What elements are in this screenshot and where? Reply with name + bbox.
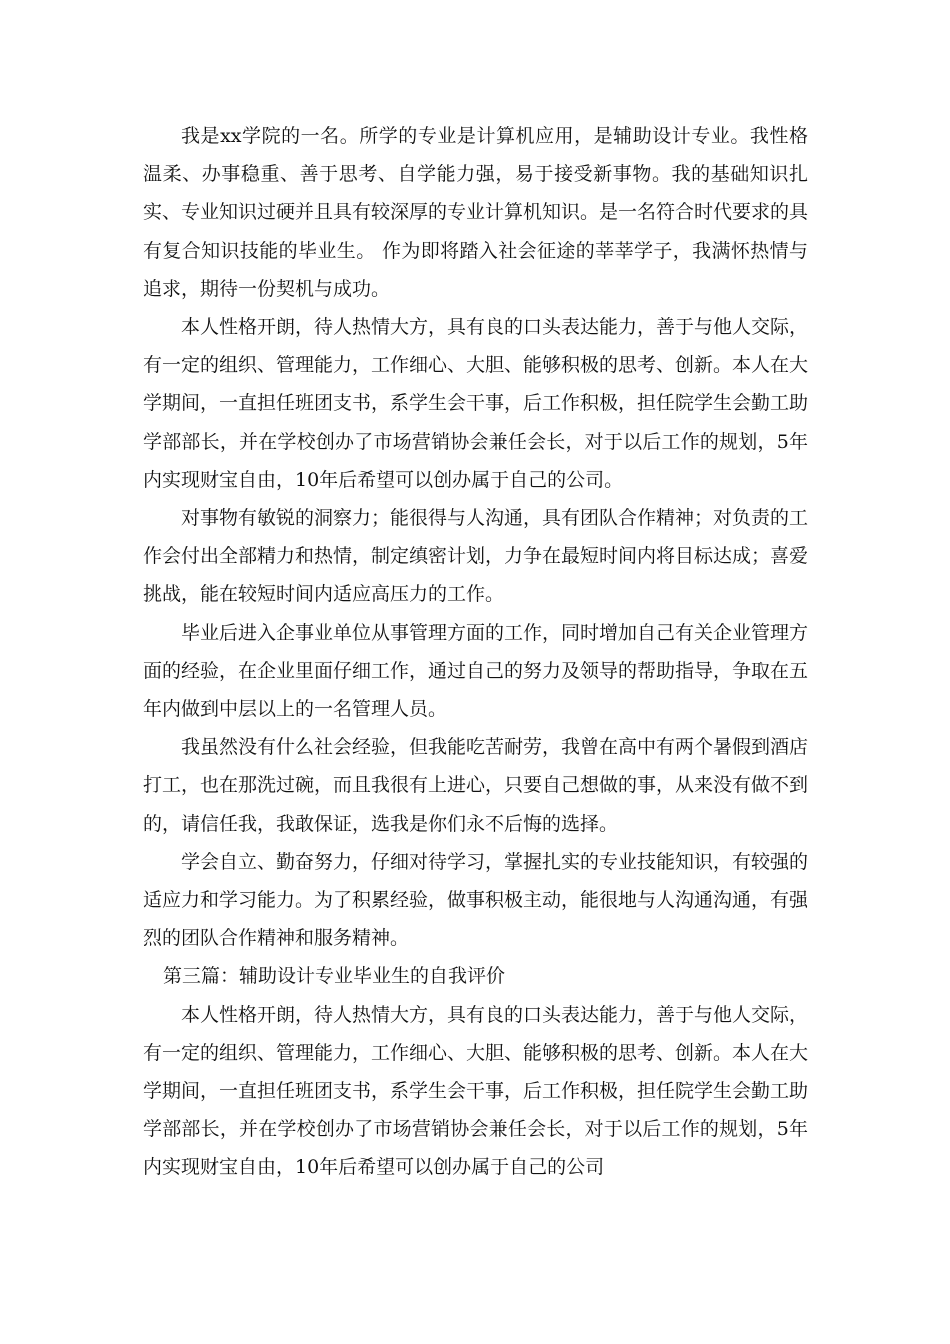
paragraph-intro: 我是xx学院的一名。所学的专业是计算机应用，是辅助设计专业。我性格温柔、办事稳重、善于思考、自学能力强，易于接受新事物。我的基础知识扎实、专业知识过硬并且具有较深厚的专业计算机知识。是一名符合时代要求的具有复合知识技能的毕业生。 作为即将踏入社会征途的莘莘学子，我满怀热情与追求，期待一份契机与成功。 [143,125,809,300]
paragraph-insight: 对事物有敏锐的洞察力；能很得与人沟通，具有团队合作精神；对负责的工作会付出全部精力和热情，制定缜密计划，力争在最短时间内将目标达成；喜爱挑战，能在较短时间内适应高压力的工作。 [143,507,809,606]
paragraph-final: 本人性格开朗，待人热情大方，具有良的口头表达能力，善于与他人交际，有一定的组织、管理能力，工作细心、大胆、能够积极的思考、创新。本人在大学期间，一直担任班团支书，系学生会干事，后工作积极，担任院学生会勤工助学部部长，并在学校创办了市场营销协会兼任会长，对于以后工作的规划，5年内实现财宝自由，10年后希望可以创办属于自己的公司 [143,1003,809,1179]
paragraph-personality: 本人性格开朗，待人热情大方，具有良的口头表达能力，善于与他人交际，有一定的组织、管理能力，工作细心、大胆、能够积极的思考、创新。本人在大学期间，一直担任班团支书，系学生会干事，后工作积极，担任院学生会勤工助学部部长，并在学校创办了市场营销协会兼任会长，对于以后工作的规划，5年内实现财宝自由，10年后希望可以创办属于自己的公司。 [143,316,809,491]
document-body [143,117,808,1187]
paragraph-career-plan: 毕业后进入企事业单位从事管理方面的工作，同时增加自己有关企业管理方面的经验，在企业里面仔细工作，通过自己的努力及领导的帮助指导，争取在五年内做到中层以上的一名管理人员。 [143,621,809,721]
section-heading: 第三篇：辅助设计专业毕业生的自我评价 [163,965,506,988]
paragraph-learning: 学会自立、勤奋努力，仔细对待学习，掌握扎实的专业技能知识，有较强的适应力和学习能力。为了积累经验，做事积极主动，能很地与人沟通沟通，有强烈的团队合作精神和服务精神。 [143,850,809,950]
paragraph-experience: 我虽然没有什么社会经验，但我能吃苦耐劳，我曾在高中有两个暑假到酒店打工，也在那洗过碗，而且我很有上进心，只要自己想做的事，从来没有做不到的，请信任我，我敢保证，选我是你们永不后悔的选择。 [143,736,809,835]
